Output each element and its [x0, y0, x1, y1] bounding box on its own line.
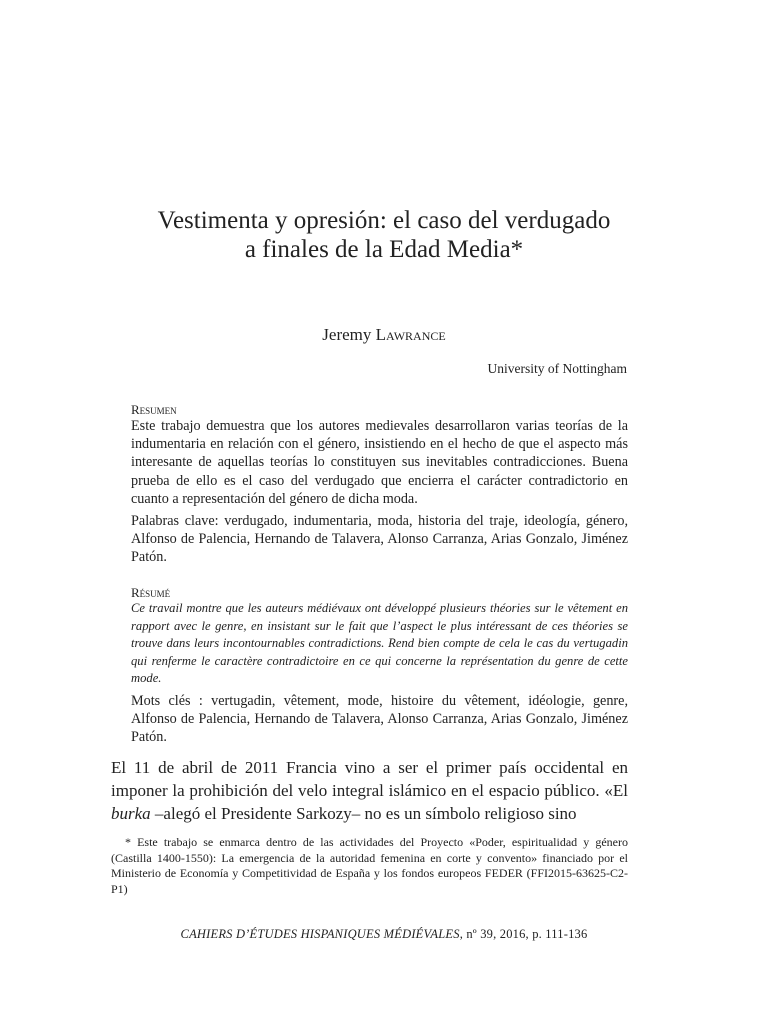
title-line-2: a finales de la Edad Media*	[244, 236, 524, 263]
main-text-part-2: –alegó el Presidente Sarkozy– no es un símbolo religioso sino	[150, 804, 577, 823]
author-last-name: Lawrance	[375, 325, 446, 344]
title-line-1: Vestimenta y opresión: el caso del verdugado	[157, 207, 611, 234]
abstract-spanish	[131, 402, 628, 567]
main-body-text	[111, 756, 628, 825]
main-text-italic-word: burka	[111, 804, 151, 823]
abstract-french-heading: Résumé	[131, 585, 171, 600]
abstract-spanish-heading: Resumen	[131, 402, 177, 417]
journal-citation-footer	[0, 927, 768, 942]
author-name	[0, 325, 768, 345]
main-text-part-1: El 11 de abril de 2011 Francia vino a ser el primer país occidental en imponer la prohibición del velo integral islámico en el espacio público. «El	[111, 758, 628, 800]
journal-name: CAHIERS D’ÉTUDES HISPANIQUES MÉDIÉVALES	[180, 927, 460, 941]
keywords-french: Mots clés : vertugadin, vêtement, mode, histoire du vêtement, idéologie, genre, Alfonso de Palencia, Hernando de Talavera, Alonso Carranza, Arias Gonzalo, Jiménez Patón.	[131, 692, 628, 746]
article-title	[0, 206, 768, 264]
author-first-name: Jeremy	[322, 325, 372, 344]
abstract-spanish-body: Este trabajo demuestra que los autores medievales desarrollaron varias teorías de la indumentaria en relación con el género, insistiendo en el hecho de que el aspecto más interesante de aquellas teorías lo constituyen sus inevitables contradicciones. Buena prueba de ello es el caso del verdugado que encierra el carácter contradictorio en cuanto a representación del género de dicha moda.	[131, 418, 628, 507]
abstract-french-body: Ce travail montre que les auteurs médiévaux ont développé plusieurs théories sur le vêtement en rapport avec le genre, en insistant sur le fait que l’aspect le plus intéressant de ces théories se trouve dans leurs incontournables contradictions. Rend bien compte de cela le cas du vertugadin qui renferme le caractère contradictoire en ce qui concerne la représentation du genre de cette mode.	[131, 601, 628, 686]
keywords-spanish: Palabras clave: verdugado, indumentaria, moda, historia del traje, ideología, género, Alfonso de Palencia, Hernando de Talavera, Alonso Carranza, Arias Gonzalo, Jiménez Patón.	[131, 513, 628, 566]
abstract-french	[131, 585, 628, 747]
footnote: * Este trabajo se enmarca dentro de las actividades del Proyecto «Poder, espiritualidad y género (Castilla 1400-1550): La emergencia de la autoridad femenina en corte y convento» financiado por el Ministerio de Economía y Competitividad de España y los fondos europeos FEDER (FFI2015-63625-C2-P1)	[111, 835, 628, 896]
journal-issue-pages: , nº 39, 2016, p. 111-136	[459, 927, 588, 941]
author-affiliation: University of Nottingham	[487, 361, 627, 376]
